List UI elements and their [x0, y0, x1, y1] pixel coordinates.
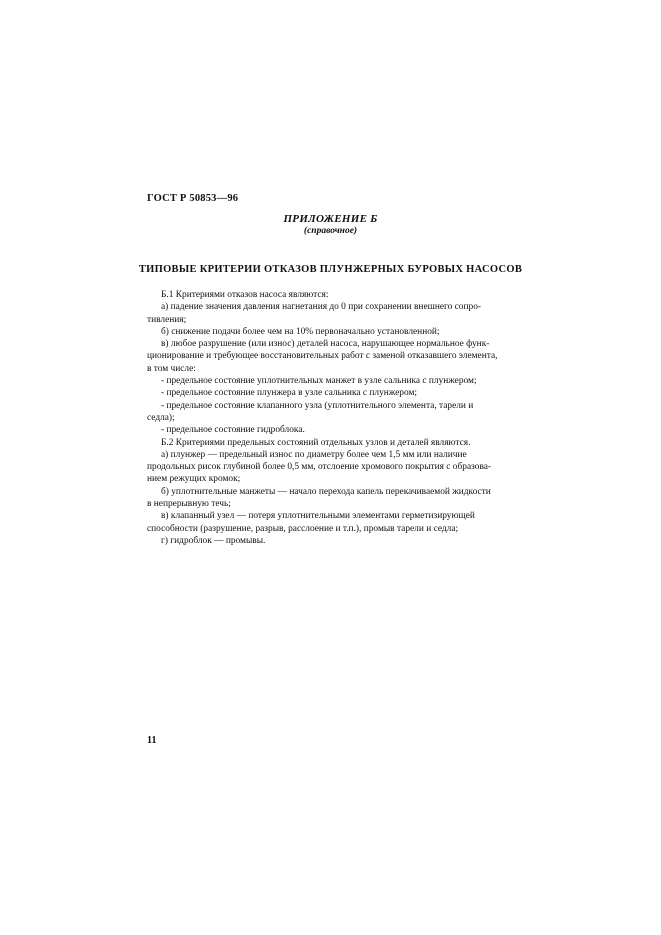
body-line: а) плунжер — предельный износ по диаметру более чем 1,5 мм или наличие [161, 449, 467, 460]
body-line: - предельное состояние плунжера в узле сальника с плунжером; [161, 388, 418, 399]
body-line: г) гидроблок — промывы. [161, 535, 266, 546]
page-number: 11 [147, 735, 157, 746]
body-line: а) падение значения давления нагнетания до 0 при сохранении внешнего сопро- [161, 302, 482, 313]
body-line: в) любое разрушение (или износ) деталей насоса, нарушающее нормальное функ- [161, 339, 490, 350]
section-heading: ТИПОВЫЕ КРИТЕРИИ ОТКАЗОВ ПЛУНЖЕРНЫХ БУРОВЫХ НАСОСОВ [138, 264, 523, 275]
body-line: продольных рисок глубиной более 0,5 мм, отслоение хромового покрытия с образова- [147, 462, 492, 473]
body-line: способности (разрушение, разрыв, расслоение и т.п.), промыв тарели и седла; [147, 523, 459, 534]
document-code: ГОСТ Р 50853—96 [147, 193, 239, 204]
body-line: - предельное состояние гидроблока. [161, 425, 305, 436]
body-line: б) снижение подачи более чем на 10% первоначально установленной; [161, 326, 440, 337]
body-line: в непрерывную течь; [147, 499, 231, 510]
body-line: б) уплотнительные манжеты — начало перехода капель перекачиваемой жидкости [161, 486, 491, 497]
appendix-subtitle: (справочное) [303, 226, 358, 236]
body-line: Б.2 Критериями предельных состояний отдельных узлов и деталей являются. [161, 437, 471, 448]
body-line: седла); [147, 412, 175, 423]
body-line: ционирование и требующее восстановительных работ с заменой отказавшего элемента, [147, 351, 498, 362]
body-line: тивления; [147, 314, 187, 325]
body-line: - предельное состояние клапанного узла (уплотнительного элемента, тарели и [161, 400, 474, 411]
body-line: - предельное состояние уплотнительных манжет в узле сальника с плунжером; [161, 376, 477, 387]
appendix-title: ПРИЛОЖЕНИЕ Б [283, 213, 378, 225]
body-line: в том числе: [147, 363, 196, 374]
body-line: в) клапанный узел — потеря уплотнительными элементами герметизирующей [161, 511, 475, 522]
body-line: нием режущих кромок; [147, 474, 241, 485]
body-line: Б.1 Критериями отказов насоса являются: [161, 290, 329, 300]
body-text [147, 289, 516, 547]
